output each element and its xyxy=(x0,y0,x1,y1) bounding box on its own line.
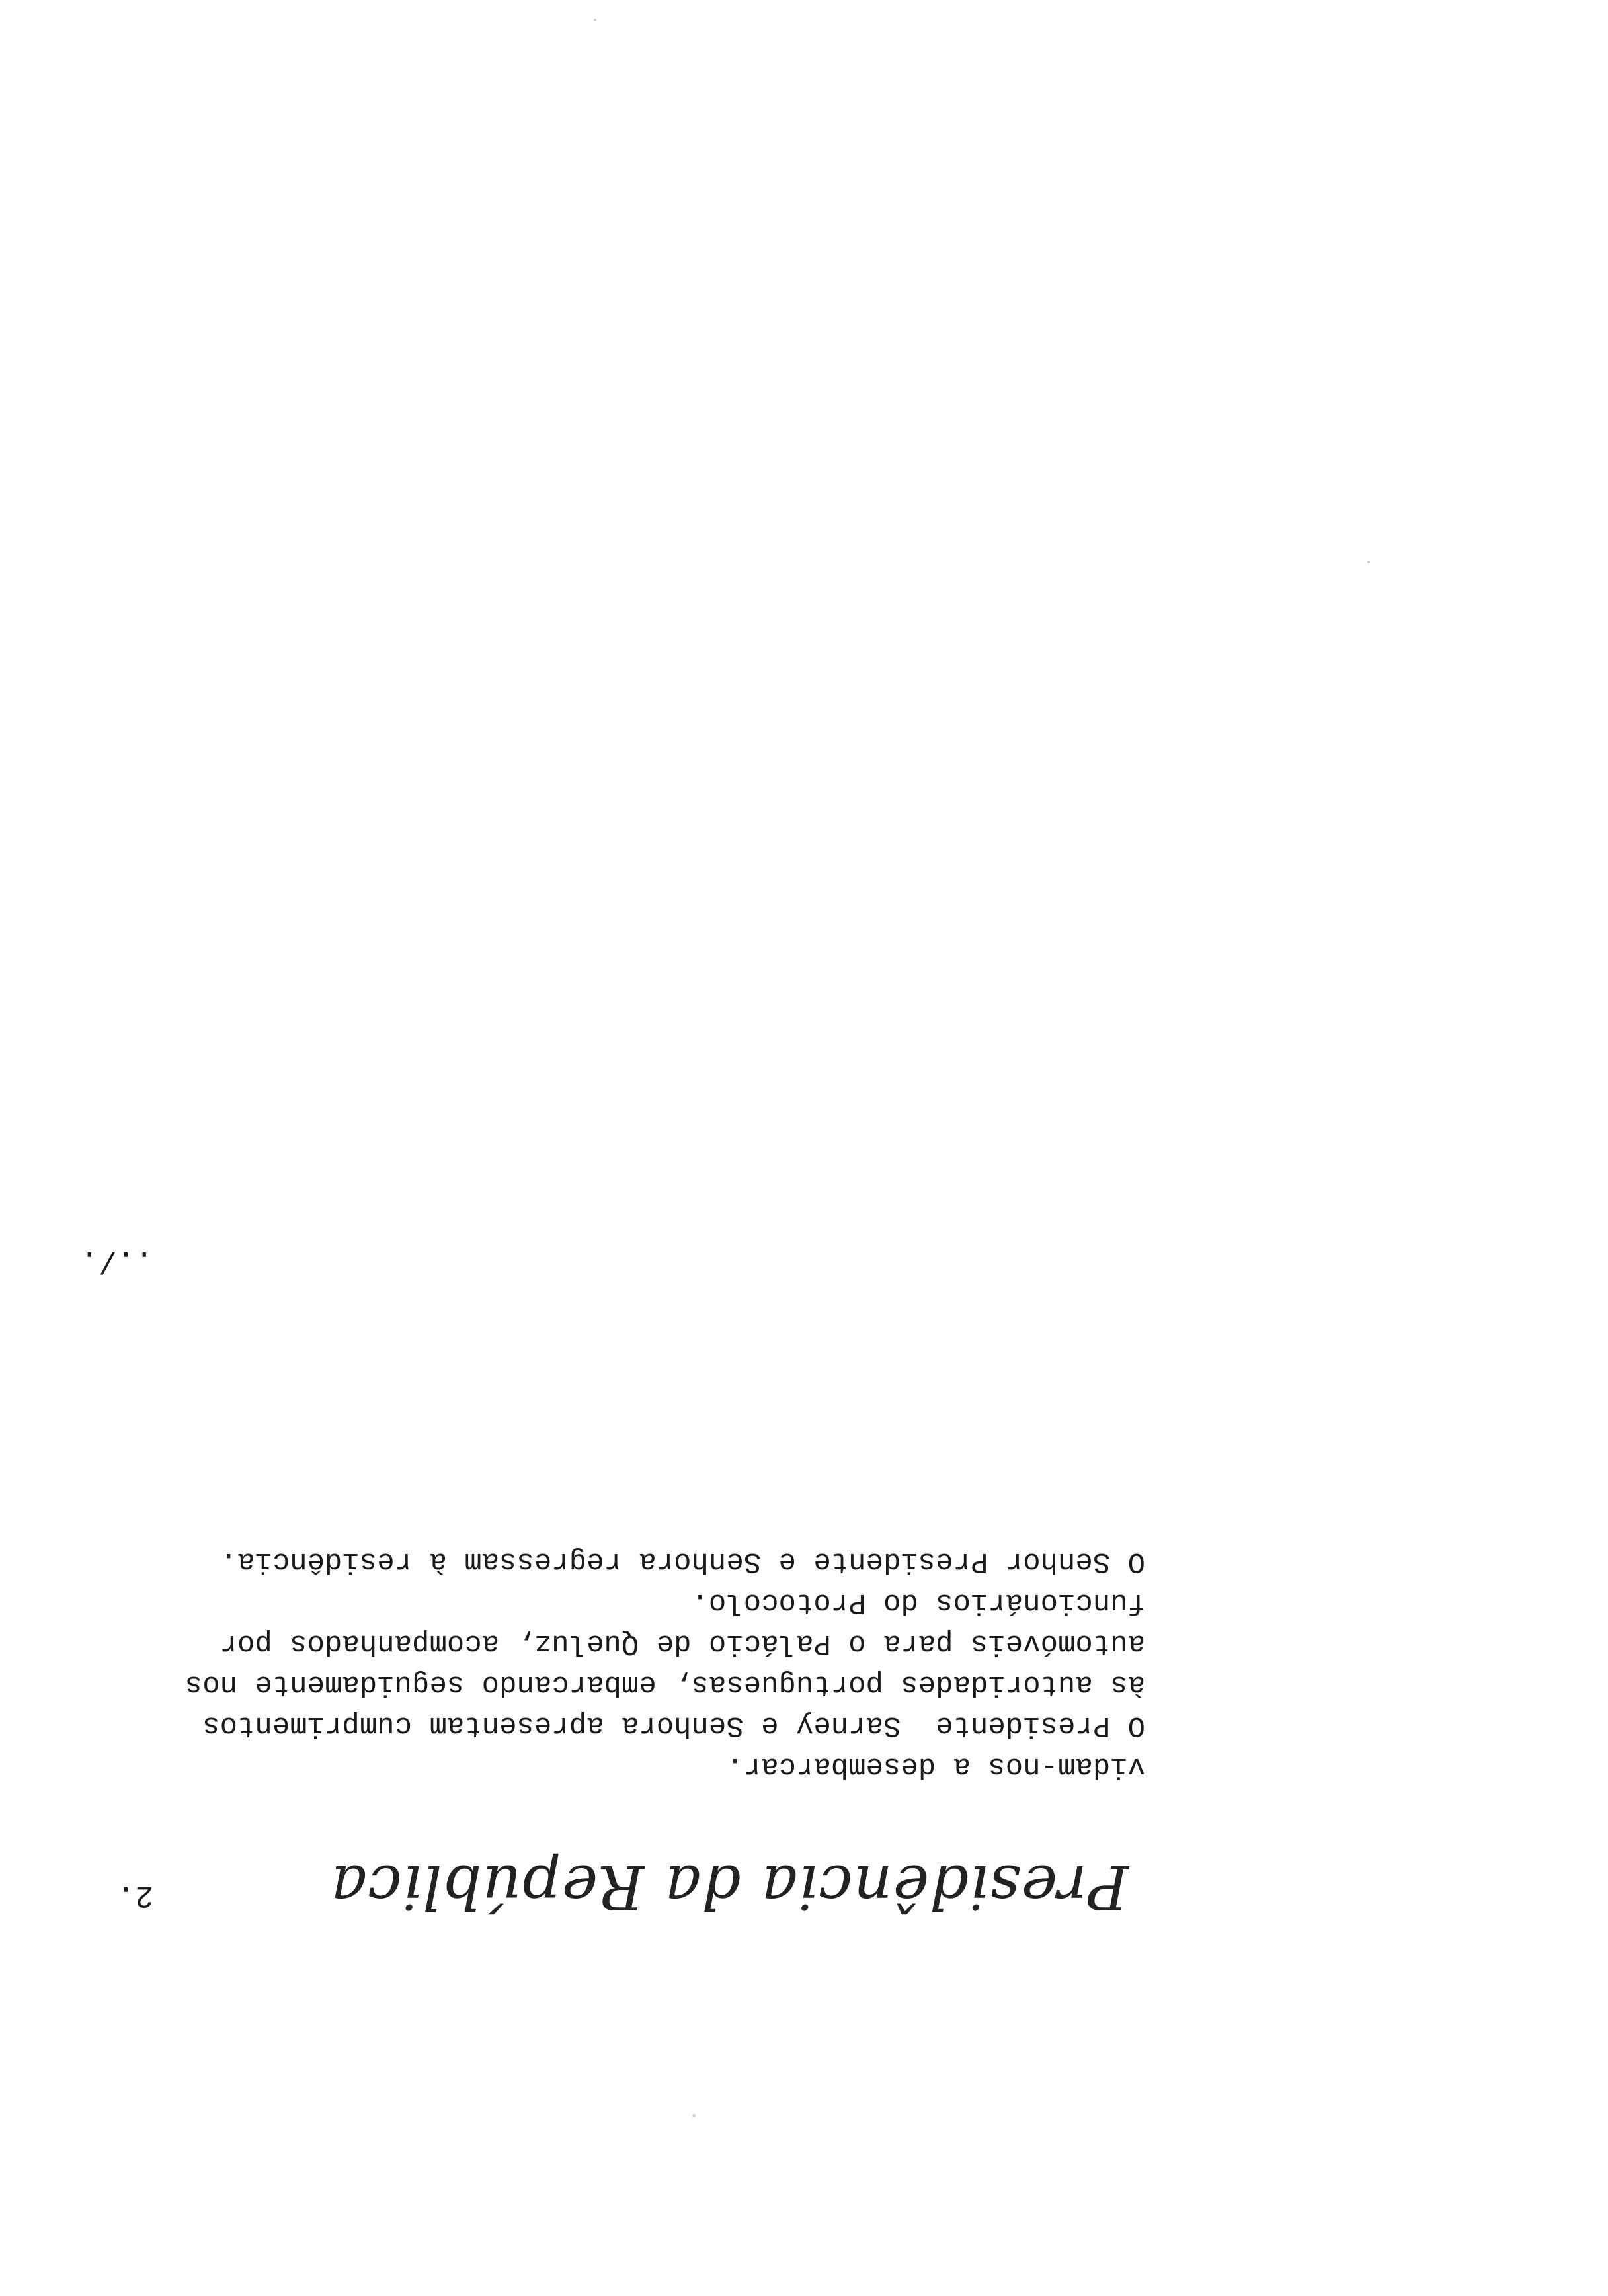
scan-speck xyxy=(594,19,596,21)
scan-speck xyxy=(1367,561,1370,563)
text-line: vidam-nos a desembarcar. xyxy=(726,1750,1145,1783)
page-number: 2. xyxy=(116,1878,153,1912)
text-line: O Presidente Sarney e Senhora apresentam cumprimentos xyxy=(202,1709,1145,1742)
text-line: funcionários do Protocolo. xyxy=(691,1586,1145,1619)
body-text xyxy=(34,1541,1145,1787)
scan-speck xyxy=(692,2114,696,2117)
text-line: O Senhor Presidente e Senhora regressam à residência. xyxy=(220,1545,1145,1578)
letterhead-signature: Presidência da República xyxy=(330,1852,1129,1922)
continuation-mark: ../. xyxy=(80,1243,153,1278)
text-line: às autoridades portuguesas, embarcando seguidamente nos xyxy=(184,1668,1145,1701)
text-line: automóveis para o Palácio de Queluz, acompanhados por xyxy=(220,1627,1145,1660)
